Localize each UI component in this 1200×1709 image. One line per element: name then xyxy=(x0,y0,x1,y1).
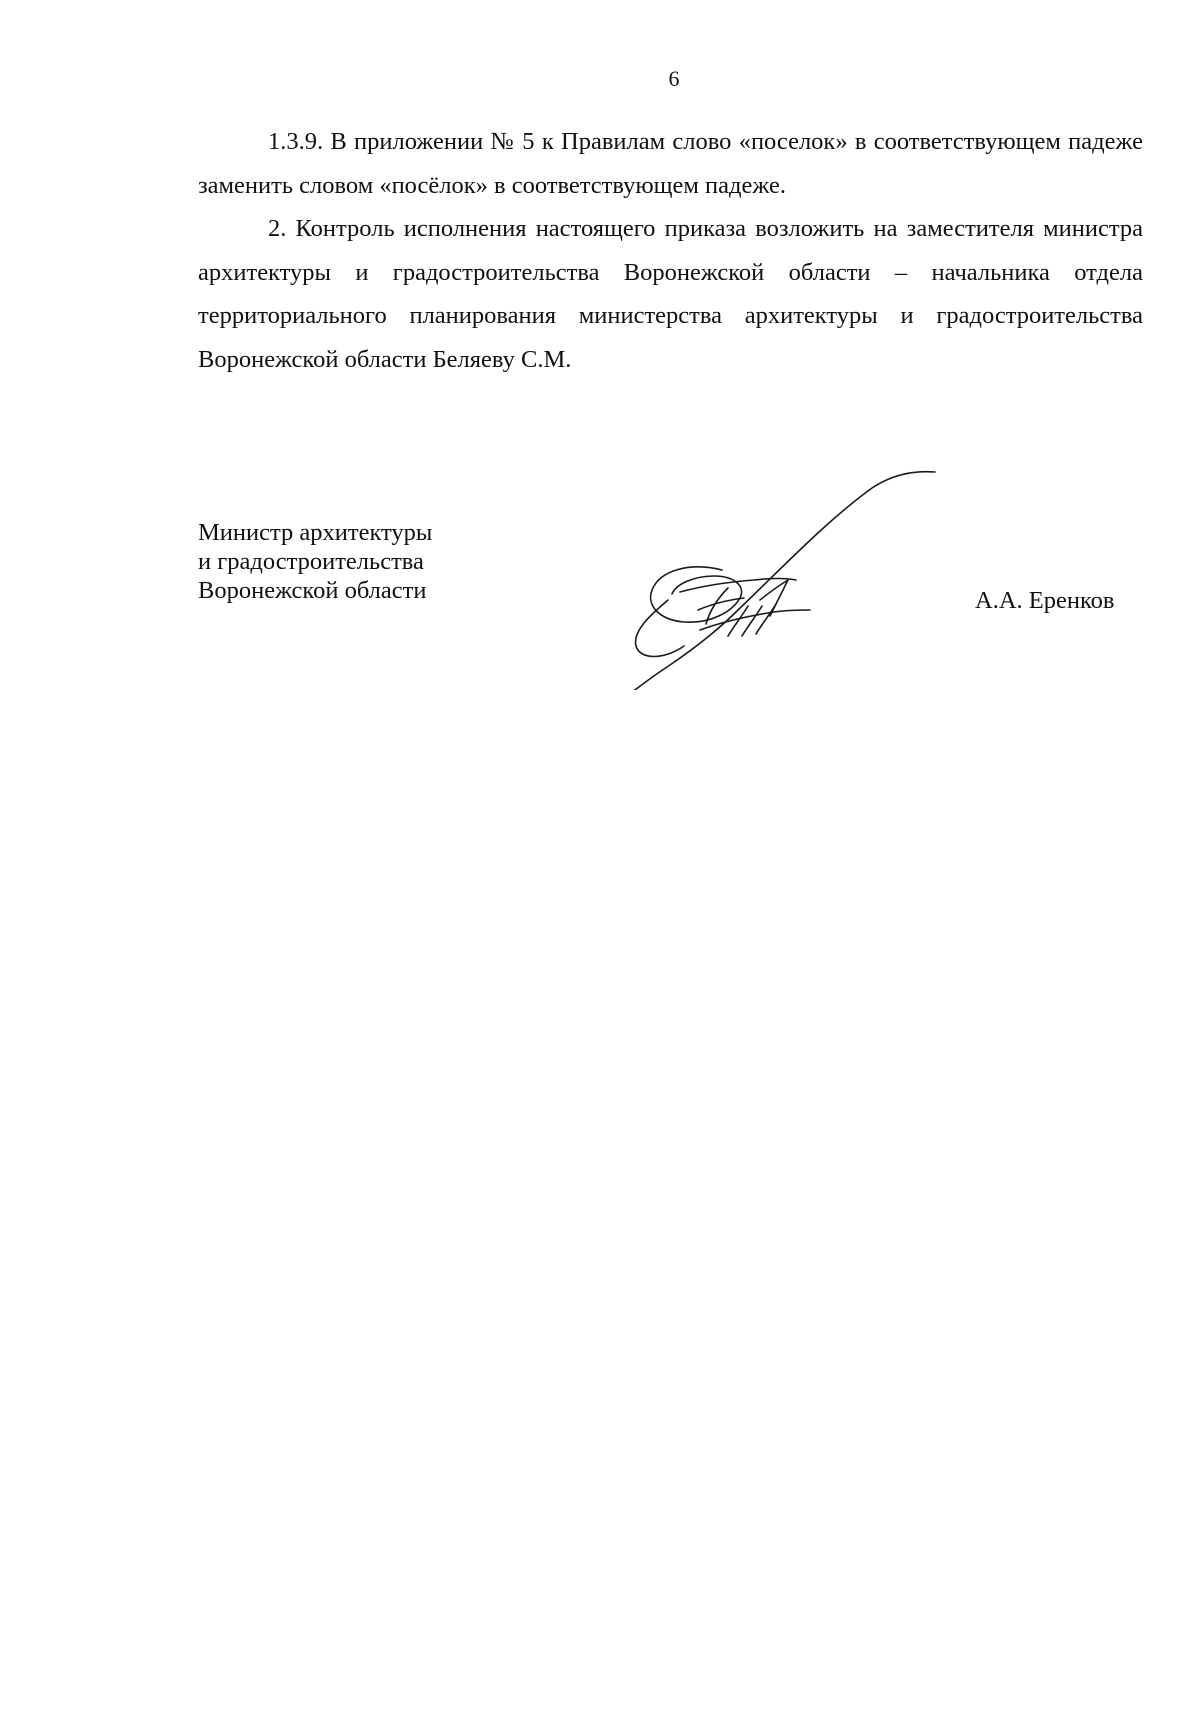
document-body xyxy=(198,120,1143,381)
handwritten-signature xyxy=(610,460,950,690)
signatory-position xyxy=(198,518,432,605)
paragraph-1-3-9: 1.3.9. В приложении № 5 к Правилам слово «поселок» в соответствующем падеже заменить словом «посёлок» в соответствующем падеже. xyxy=(198,128,1143,199)
position-line: Министр архитектуры xyxy=(198,519,433,546)
page-number: 6 xyxy=(668,66,680,91)
signer-name: А.А. Еренков xyxy=(975,587,1115,614)
position-line: и градостроительства xyxy=(198,548,424,575)
paragraph-2-control: 2. Контроль исполнения настоящего приказа возложить на заместителя министра архитектуры и градостроительства Воронежской области – начальника отдела территориального планирования министерства архитектуры и градостроительства Воронежской области Беляеву С.М. xyxy=(198,215,1143,373)
position-line: Воронежской области xyxy=(198,577,427,604)
